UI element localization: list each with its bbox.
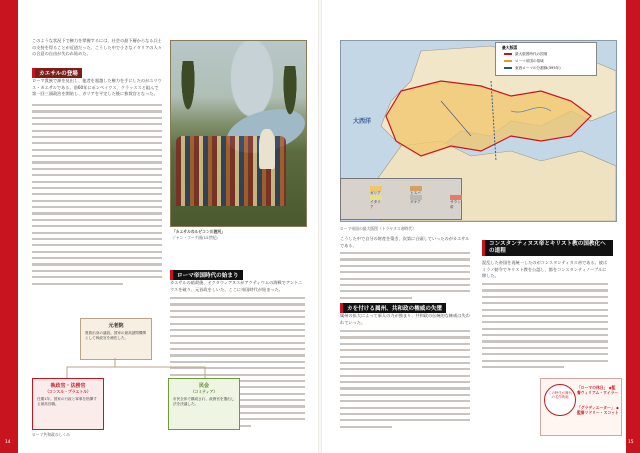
body-constantine: 混乱した帝国を再統一したのがコンスタンティヌス帝である。彼はミラノ勅令でキリスト教を公認し、都をコンスタンティノープルに移した。 [482, 260, 608, 279]
painting-subcaption: ジャン・フーケ画(15世紀) [172, 235, 218, 240]
body-caesar: ローマ貴族で源を見出し、他者を超越した権力を手にしたのがユリウス・カエサルである。前60年にポンペイウス、クラッススと組んで第一回三頭政治を開始し、ガリアを平定した後に独裁官となった。 [32, 78, 162, 97]
legend-item-3: 東西ローマの分割線(395年) [504, 66, 561, 71]
col1-text-block-2 [340, 330, 470, 432]
left-accent-bar [0, 0, 18, 453]
heading-spread: カを付ける属州、共和政の権威の失墜 [340, 303, 446, 313]
org-connectors [60, 355, 230, 380]
org-body-consul: 任期1年。国家の行政と軍事を指揮する最高官職。 [37, 397, 97, 406]
films-tag-bubble: この時代が舞台の名作映画 [544, 384, 576, 416]
legend-item-1: 最大版図時代の国境 [504, 52, 547, 57]
page-gutter [318, 0, 322, 453]
body-imperial-start: カエサルの暗殺後、オクタウィアヌスがアクティウムの海戦でアントニウスを破り、元首政をしいた。ここに帝国時代が始まった。 [170, 280, 303, 292]
heading-caesar: カエサルの登場 [32, 68, 82, 78]
map-inset [340, 178, 462, 220]
film-1: 「ローマの休日」 ◆監督ウィリアム・ワイラー [577, 385, 619, 395]
heading-constantine: コンスタンティヌス帝とキリスト教の国教化への道程 [482, 240, 613, 256]
col1-text-block [340, 252, 470, 303]
painting-image [170, 40, 307, 227]
body-spread: 属州の拡大によって軍人の力が強まり、共和政の伝統的な権威は失われていった。 [340, 313, 470, 325]
org-subtitle-people: （コミティア） [190, 389, 218, 394]
heading-imperial-start: ローマ帝国時代の始まり [170, 270, 243, 280]
org-box-consul [32, 378, 104, 430]
chip-dacia: ダキア [410, 195, 424, 205]
chip-saran: サラン帝 [450, 195, 464, 210]
org-title-consul: 執政官・法務官 [50, 383, 86, 389]
page-number-right: 15 [628, 440, 634, 445]
org-box-people [168, 378, 240, 430]
chip-italia: イタリア [370, 195, 384, 210]
intro-text: このような状況下で権力を掌握するには、社会の最下層からなる兵士の支持を得ることが近道だった。こうした中で小さなイタリアの人々の合意の自由が失われ始めた。 [32, 38, 162, 57]
map-caption: ローマ帝国の最大版図（トラヤヌス帝時代） [340, 226, 416, 231]
col1-intro: こうした中で自分の財産を築き、次第に台頭していったのがカエサルである。 [340, 236, 470, 248]
org-body-people: 市民全体で構成され、政務官を選出し法を決議した。 [173, 397, 235, 406]
org-box-senate [80, 318, 152, 360]
legend-title: 最大版図 [502, 45, 518, 50]
painting-caption: 「カエサルのルビコン川渡河」 [172, 229, 225, 234]
legend-item-2: ローマ帝国の領域 [504, 59, 544, 64]
right-accent-bar [626, 0, 640, 453]
col2-text-block [482, 283, 608, 372]
org-caption: ローマ共和政のしくみ [32, 432, 70, 437]
org-title-people: 民会 [198, 383, 209, 389]
map-legend [495, 42, 597, 76]
page-number-left: 14 [5, 440, 11, 445]
org-body-senate: 貴族出身の議員。国家の最高諮問機関として執政官を補佐した。 [85, 331, 147, 340]
film-2: 「グラディエーター」 ◆監督リドリー・スコット [577, 405, 619, 415]
chip-gallia: ガリア [370, 186, 384, 196]
org-subtitle-consul: （コンスル・プラエトル） [45, 389, 91, 394]
sea-label: 大西洋 [353, 118, 372, 125]
body-text-block [32, 104, 162, 289]
chip-hispania: ヒスパ [410, 186, 424, 201]
org-title-senate: 元老院 [108, 323, 124, 329]
